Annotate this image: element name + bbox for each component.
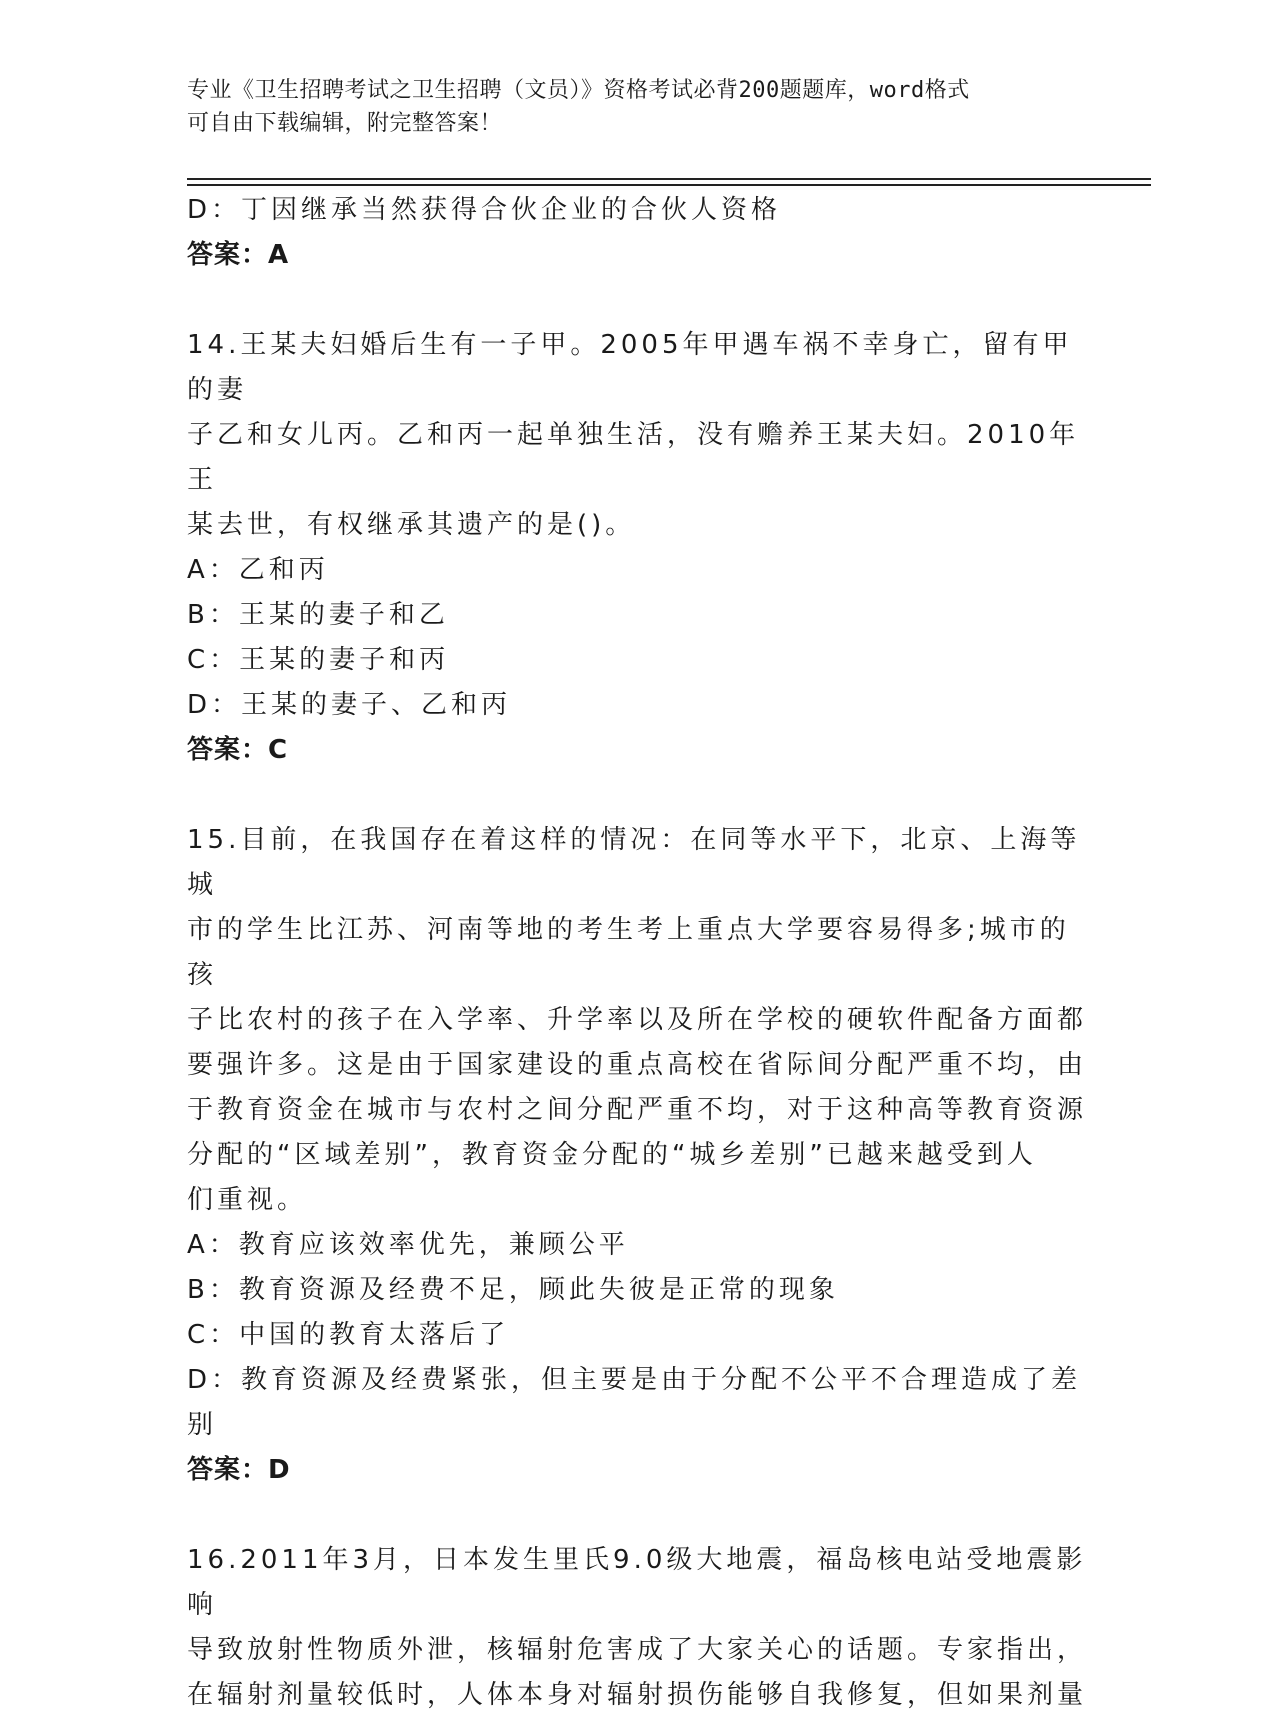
- question-text-line: 子乙和女儿丙。乙和丙一起单独生活，没有赡养王某夫妇。2010年王: [187, 420, 1080, 495]
- option-c: C：中国的教育太落后了: [187, 1320, 510, 1350]
- option-b: B：教育资源及经费不足，顾此失彼是正常的现象: [187, 1275, 839, 1305]
- question-text-line: 在辐射剂量较低时，人体本身对辐射损伤能够自我修复，但如果剂量: [187, 1680, 1088, 1710]
- header-line-1: 专业《卫生招聘考试之卫生招聘（文员）》资格考试必背200题题库，word格式: [187, 78, 970, 103]
- question-15: [187, 818, 1087, 1493]
- question-text-line: 子比农村的孩子在入学率、升学率以及所在学校的硬软件配备方面都: [187, 1005, 1088, 1035]
- prev-answer: 答案：A: [187, 240, 290, 270]
- question-16: [187, 1538, 1087, 1718]
- document-header: [187, 74, 1087, 140]
- option-d: D：教育资源及经费紧张，但主要是由于分配不公平不合理造成了差别: [187, 1365, 1082, 1440]
- option-a: A：乙和丙: [187, 555, 329, 585]
- option-c: C：王某的妻子和丙: [187, 645, 450, 675]
- option-b: B：王某的妻子和乙: [187, 600, 449, 630]
- question-text-line: 要强许多。这是由于国家建设的重点高校在省际间分配严重不均，由: [187, 1050, 1088, 1080]
- question-text-line: 分配的“区域差别”，教育资金分配的“城乡差别”已越来越受到人: [187, 1140, 1037, 1170]
- header-rule-bottom: [187, 184, 1151, 186]
- header-rule-top: [187, 178, 1151, 180]
- option-a: A：教育应该效率优先，兼顾公平: [187, 1230, 629, 1260]
- option-d: D：王某的妻子、乙和丙: [187, 690, 512, 720]
- document-body: [187, 188, 1087, 1718]
- question-text-line: 们重视。: [187, 1185, 308, 1215]
- question-text-line: 15.目前，在我国存在着这样的情况：在同等水平下，北京、上海等城: [187, 825, 1081, 900]
- answer: 答案：C: [187, 735, 289, 765]
- prev-option-d: D：丁因继承当然获得合伙企业的合伙人资格: [187, 195, 782, 225]
- question-text-line: 市的学生比江苏、河南等地的考生考上重点大学要容易得多;城市的孩: [187, 915, 1070, 990]
- question-text-line: 16.2011年3月，日本发生里氏9.0级大地震，福岛核电站受地震影响: [187, 1545, 1087, 1620]
- answer: 答案：D: [187, 1455, 291, 1485]
- question-text-line: 某去世，有权继承其遗产的是()。: [187, 510, 636, 540]
- question-14: [187, 323, 1087, 773]
- question-text-line: 于教育资金在城市与农村之间分配严重不均，对于这种高等教育资源: [187, 1095, 1088, 1125]
- question-text-line: 导致放射性物质外泄，核辐射危害成了大家关心的话题。专家指出，: [187, 1635, 1088, 1665]
- question-text-line: 14.王某夫妇婚后生有一子甲。2005年甲遇车祸不幸身亡，留有甲的妻: [187, 330, 1073, 405]
- header-line-2: 可自由下载编辑，附完整答案！: [187, 111, 503, 136]
